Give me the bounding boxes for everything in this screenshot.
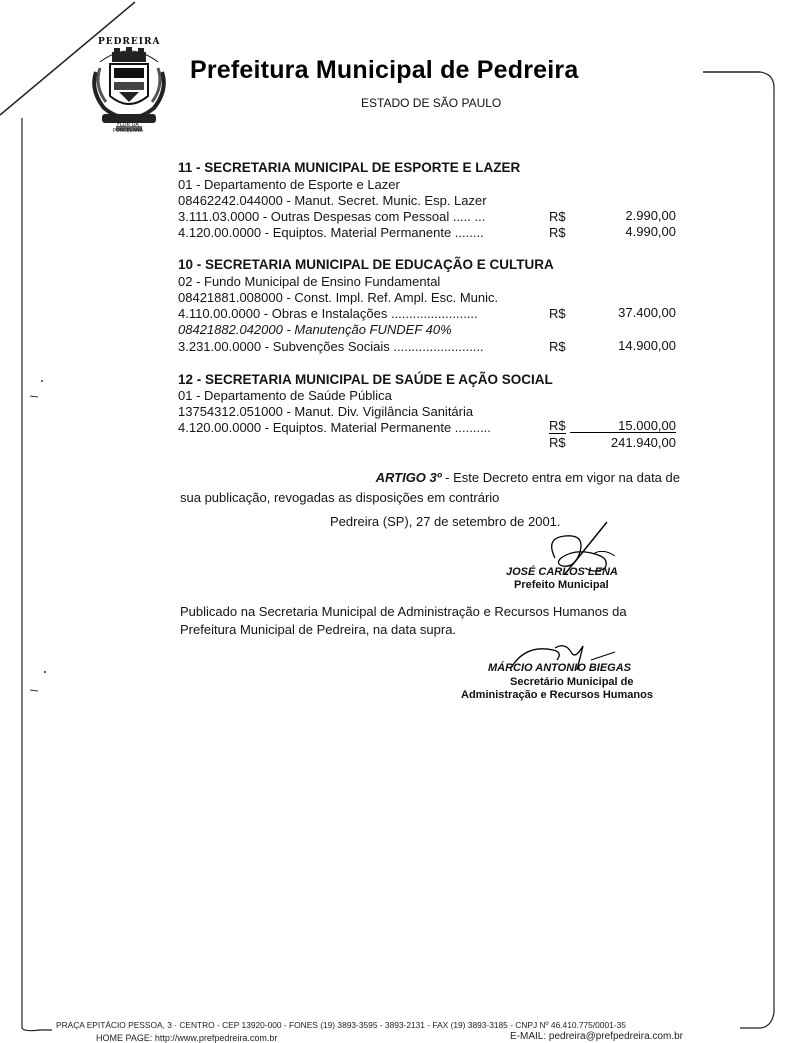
currency-label: R$ <box>549 339 566 354</box>
article-text-continued: sua publicação, revogadas as disposições em contrário <box>180 490 500 505</box>
section-line: 01 - Departamento de Esporte e Lazer <box>178 177 400 192</box>
section-heading: 10 - SECRETARIA MUNICIPAL DE EDUCAÇÃO E CULTURA <box>178 257 554 272</box>
amount-value: 2.990,00 <box>625 208 676 223</box>
page-title: Prefeitura Municipal de Pedreira <box>190 56 579 84</box>
signature-name: JOSÉ CARLOS LENA <box>506 566 618 578</box>
publication-note <box>180 603 627 639</box>
footer-address: PRAÇA EPITÁCIO PESSOA, 3 · CENTRO - CEP 13920-000 - FONES (19) 3893-3595 - 3893-2131 - FAX (19) 3893-3185 - CNPJ Nº 46.410.775/0001-35 <box>56 1020 626 1030</box>
section-line: 4.120.00.0000 - Equiptos. Material Permanente ........ <box>178 225 484 240</box>
total-amount: 241.940,00 <box>610 435 676 450</box>
total-currency: R$ <box>549 435 566 450</box>
article-text: - Este Decreto entra em vigor na data de <box>445 470 680 485</box>
total-rule <box>570 432 676 433</box>
currency-label: R$ <box>549 306 566 321</box>
amount-value: 4.990,00 <box>625 224 676 239</box>
amount-value: 14.900,00 <box>618 338 676 353</box>
footer-email: E-MAIL: pedreira@prefpedreira.com.br <box>510 1031 683 1042</box>
place-date: Pedreira (SP), 27 de setembro de 2001. <box>330 514 561 529</box>
signature-name: MÁRCIO ANTONIO BIEGAS <box>488 662 632 674</box>
section-line: 02 - Fundo Municipal de Ensino Fundamental <box>178 274 441 289</box>
currency-label: R$ <box>549 225 566 240</box>
section-heading: 11 - SECRETARIA MUNICIPAL DE ESPORTE E LAZER <box>178 160 521 175</box>
section-line: 08462242.044000 - Manut. Secret. Munic. Esp. Lazer <box>178 193 487 208</box>
signature-role: Secretário Municipal de <box>510 676 634 688</box>
section-line: 13754312.051000 - Manut. Div. Vigilância Sanitária <box>178 404 474 419</box>
currency-label: R$ <box>549 418 566 433</box>
footer-homepage: HOME PAGE: http://www.prefpedreira.com.br <box>96 1033 278 1043</box>
section-line: 01 - Departamento de Saúde Pública <box>178 388 392 403</box>
signature-role: Prefeito Municipal <box>514 579 609 591</box>
section-heading: 12 - SECRETARIA MUNICIPAL DE SAÚDE E AÇÃO SOCIAL <box>178 372 553 387</box>
article-label: ARTIGO 3º <box>375 470 442 485</box>
crest-top-text: PEDREIRA <box>98 37 161 47</box>
section-line: 3.111.03.0000 - Outras Despesas com Pessoal ..... ... <box>178 209 486 224</box>
crest-bottom-text: FLOR DA PORCELANA <box>112 122 144 134</box>
signature-role: Administração e Recursos Humanos <box>461 689 653 701</box>
article-paragraph <box>180 468 680 508</box>
section-line: 3.231.00.0000 - Subvenções Sociais ......................... <box>178 339 484 354</box>
page-subtitle: ESTADO DE SÃO PAULO <box>361 96 502 110</box>
amount-value: 15.000,00 <box>618 418 676 433</box>
currency-label: R$ <box>549 209 566 224</box>
publication-line: Prefeitura Municipal de Pedreira, na data supra. <box>180 622 457 637</box>
section-line: 08421881.008000 - Const. Impl. Ref. Ampl. Esc. Munic. <box>178 290 499 305</box>
publication-line: Publicado na Secretaria Municipal de Administração e Recursos Humanos da <box>180 604 627 619</box>
section-line: 08421882.042000 - Manutenção FUNDEF 40% <box>178 322 452 337</box>
amount-value: 37.400,00 <box>618 305 676 320</box>
section-line: 4.110.00.0000 - Obras e Instalações ........................ <box>178 306 478 321</box>
section-line: 4.120.00.0000 - Equiptos. Material Permanente .......... <box>178 420 491 435</box>
